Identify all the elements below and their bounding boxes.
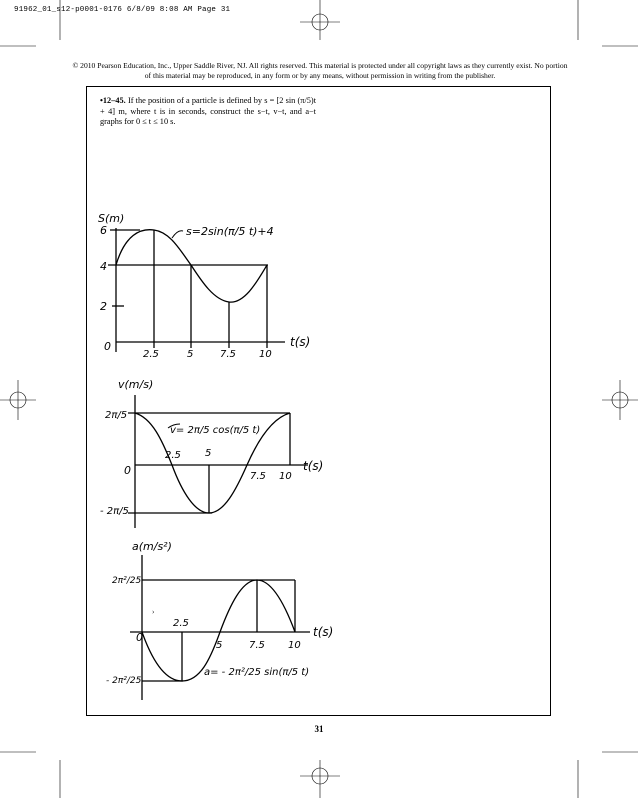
v-t-equation: v= 2π/5 cos(π/5 t) xyxy=(170,425,261,436)
v-t-graph xyxy=(128,395,308,528)
print-slug: 91962_01_s12-p0001-0176 6/8/09 8:08 AM Page 31 xyxy=(14,6,231,14)
s-t-ytick-2: 2 xyxy=(100,300,107,313)
v-t-xtick-5: 5 xyxy=(205,448,212,459)
a-t-curve xyxy=(142,580,295,681)
v-t-xtick-2-5: 2.5 xyxy=(165,450,181,461)
a-t-xtick-5: 5 xyxy=(216,640,223,651)
a-t-xtick-10: 10 xyxy=(288,640,301,651)
s-t-xtick-2-5: 2.5 xyxy=(143,349,159,360)
v-t-xtick-10: 10 xyxy=(279,471,292,482)
copyright-notice: © 2010 Pearson Education, Inc., Upper Saddle River, NJ. All rights reserved. This material is protected under all copyright laws as they currently exist. No portion of this material may be reproduced, in any form or by any means, without permission in writing from the publisher. xyxy=(72,61,568,80)
a-t-ymax-label: 2π²/25 xyxy=(112,576,142,586)
problem-number: •12–45. xyxy=(100,96,126,105)
s-t-xtick-10: 10 xyxy=(259,349,272,360)
a-t-graph xyxy=(130,555,310,700)
s-t-xtick-7-5: 7.5 xyxy=(220,349,236,360)
s-t-ylabel: S(m) xyxy=(98,212,125,225)
problem-text: If the position of a particle is defined by s = [2 sin (π/5)t + 4] m, where t is in seconds, construct the s−t, v−t, and a−t graphs for 0 ≤ t ≤ 10 s. xyxy=(100,96,316,126)
a-t-xtick-7-5: 7.5 xyxy=(249,640,265,651)
s-t-ytick-4: 4 xyxy=(100,260,107,273)
s-t-equation: s=2sin(π/5 t)+4 xyxy=(186,225,274,238)
v-t-ylabel: v(m/s) xyxy=(118,378,154,391)
a-t-xtick-2-5: 2.5 xyxy=(173,618,189,629)
a-t-ylabel: a(m/s²) xyxy=(132,540,172,553)
s-t-xlabel: t(s) xyxy=(290,335,311,349)
a-t-ymin-label: - 2π²/25 xyxy=(106,676,142,686)
v-t-origin: 0 xyxy=(124,464,131,477)
s-t-ytick-6: 6 xyxy=(100,224,107,237)
v-t-xtick-7-5: 7.5 xyxy=(250,471,266,482)
a-t-equation: a= - 2π²/25 sin(π/5 t) xyxy=(204,667,310,678)
stray-mark: › xyxy=(152,608,155,616)
a-t-xlabel: t(s) xyxy=(313,625,334,639)
s-t-xtick-5: 5 xyxy=(187,349,194,360)
s-t-graph xyxy=(108,228,285,352)
v-t-xlabel: t(s) xyxy=(303,459,324,473)
v-t-ymax-label: 2π/5 xyxy=(105,410,128,421)
v-t-ymin-label: - 2π/5 xyxy=(100,506,129,517)
s-t-origin: 0 xyxy=(104,340,111,353)
page-number: 31 xyxy=(314,724,324,734)
a-t-origin: 0 xyxy=(136,631,143,644)
